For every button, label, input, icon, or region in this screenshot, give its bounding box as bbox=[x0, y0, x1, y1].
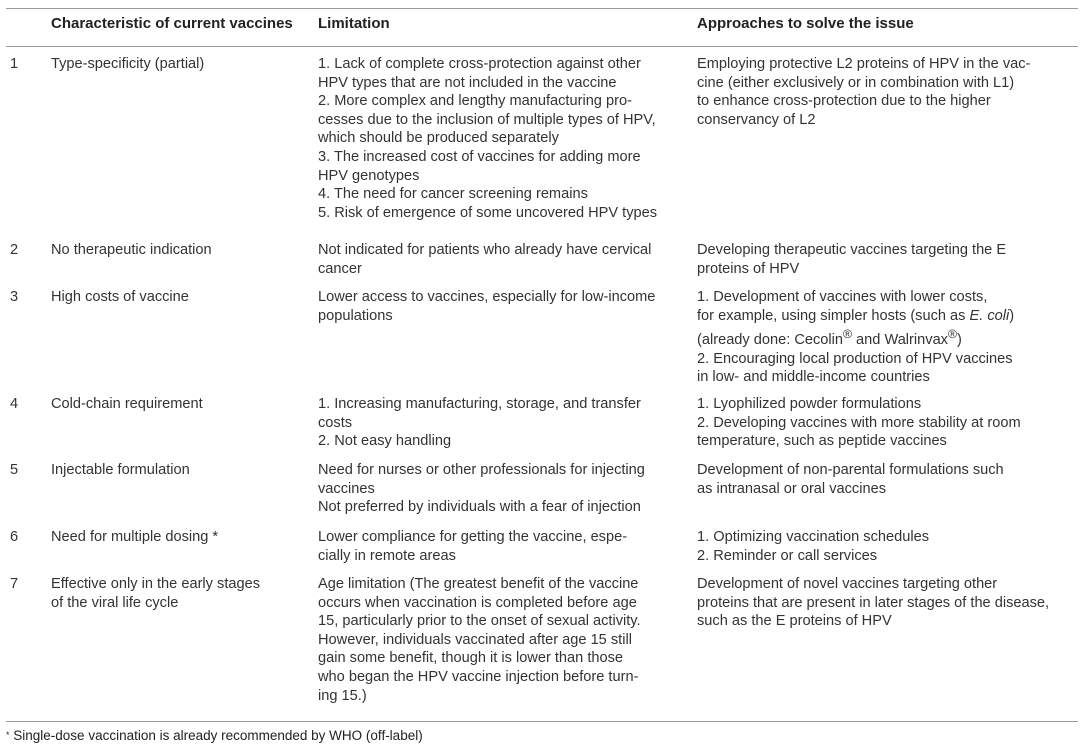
characteristic-cell: No therapeutic indication bbox=[51, 242, 212, 258]
limitation-cell: Age limitation (The greatest benefit of the vaccine occurs when vaccination is completed before age 15, particularly prior to the onset of sexual activity. However, individuals vaccinated after age 15 still gain some benefit, though it is lower than those who began the HPV vaccine injection before turn- ing 15.) bbox=[318, 576, 641, 704]
approaches-cell: 1. Optimizing vaccination schedules 2. Reminder or call services bbox=[697, 529, 929, 564]
approaches-line: 1. Development of vaccines with lower costs, bbox=[697, 289, 988, 305]
approaches-text: (already done: Cecolin bbox=[697, 332, 844, 349]
characteristic-cell: Injectable formulation bbox=[51, 462, 190, 478]
characteristic-cell: Type-specificity (partial) bbox=[51, 56, 205, 72]
organism-name: E. coli bbox=[969, 307, 1010, 324]
approaches-line: 2. Encouraging local production of HPV vaccines bbox=[697, 350, 1013, 367]
header-bottom-rule bbox=[6, 46, 1078, 47]
limitation-cell: Need for nurses or other professionals for injecting vaccines Not preferred by individuals with a fear of injection bbox=[318, 462, 645, 516]
approaches-cell: Developing therapeutic vaccines targeting the E proteins of HPV bbox=[697, 242, 1007, 277]
limitation-cell: 1. Increasing manufacturing, storage, and transfer costs 2. Not easy handling bbox=[318, 396, 641, 450]
approaches-cell bbox=[697, 288, 1075, 387]
approaches-cell: 1. Lyophilized powder formulations 2. Developing vaccines with more stability at room temperature, such as peptide vaccines bbox=[697, 396, 1021, 450]
approaches-text: for example, using simpler hosts (such as bbox=[697, 307, 970, 324]
row-number: 7 bbox=[10, 576, 19, 592]
approaches-line: in low- and middle-income countries bbox=[697, 369, 930, 386]
registered-mark: ® bbox=[843, 327, 852, 342]
approaches-cell: Development of non-parental formulations such as intranasal or oral vaccines bbox=[697, 462, 1004, 497]
table-top-rule bbox=[6, 8, 1078, 9]
characteristic-cell: Effective only in the early stages of the viral life cycle bbox=[51, 576, 261, 611]
approaches-cell: Development of novel vaccines targeting other proteins that are present in later stages of the disease, such as the E proteins of HPV bbox=[697, 576, 1050, 630]
header-characteristic: Characteristic of current vaccines bbox=[51, 15, 293, 32]
footnote-marker: * bbox=[6, 730, 10, 740]
characteristic-cell: Need for multiple dosing * bbox=[51, 529, 219, 545]
footnote-text: Single-dose vaccination is already recommended by WHO (off-label) bbox=[9, 728, 423, 743]
approaches-cell: Employing protective L2 proteins of HPV in the vac- cine (either exclusively or in combination with L1) to enhance cross-protection due to the higher conservancy of L2 bbox=[697, 56, 1031, 128]
approaches-text: and Walrinvax bbox=[852, 332, 948, 349]
approaches-text: ) bbox=[956, 332, 962, 349]
row-number: 1 bbox=[10, 56, 19, 72]
header-approaches: Approaches to solve the issue bbox=[697, 15, 914, 32]
limitation-cell: Lower access to vaccines, especially for low-income populations bbox=[318, 289, 656, 324]
characteristic-cell: High costs of vaccine bbox=[51, 289, 189, 305]
table-footnote bbox=[6, 728, 423, 744]
limitation-cell: Lower compliance for getting the vaccine, espe- cially in remote areas bbox=[318, 529, 628, 564]
row-number: 3 bbox=[10, 289, 19, 305]
approaches-text: ) bbox=[1009, 307, 1015, 324]
row-number: 5 bbox=[10, 462, 19, 478]
header-limitation: Limitation bbox=[318, 15, 390, 32]
characteristic-cell: Cold-chain requirement bbox=[51, 396, 203, 412]
registered-mark: ® bbox=[947, 327, 957, 342]
row-number: 4 bbox=[10, 396, 19, 412]
approaches-line bbox=[697, 307, 1075, 326]
row-number: 2 bbox=[10, 242, 19, 258]
table-bottom-rule bbox=[6, 721, 1078, 722]
limitation-cell: Not indicated for patients who already have cervical cancer bbox=[318, 242, 652, 277]
row-number: 6 bbox=[10, 529, 19, 545]
limitation-cell: 1. Lack of complete cross-protection against other HPV types that are not included in the vaccine 2. More complex and lengthy manufacturing pro- cesses due to the inclusion of multiple types of HPV, which should be produced separately 3. The increased cost of vaccines for adding more HPV genotypes 4. The need for cancer screening remains 5. Risk of emergence of some uncovered HPV types bbox=[318, 56, 658, 221]
approaches-line bbox=[697, 325, 1075, 349]
